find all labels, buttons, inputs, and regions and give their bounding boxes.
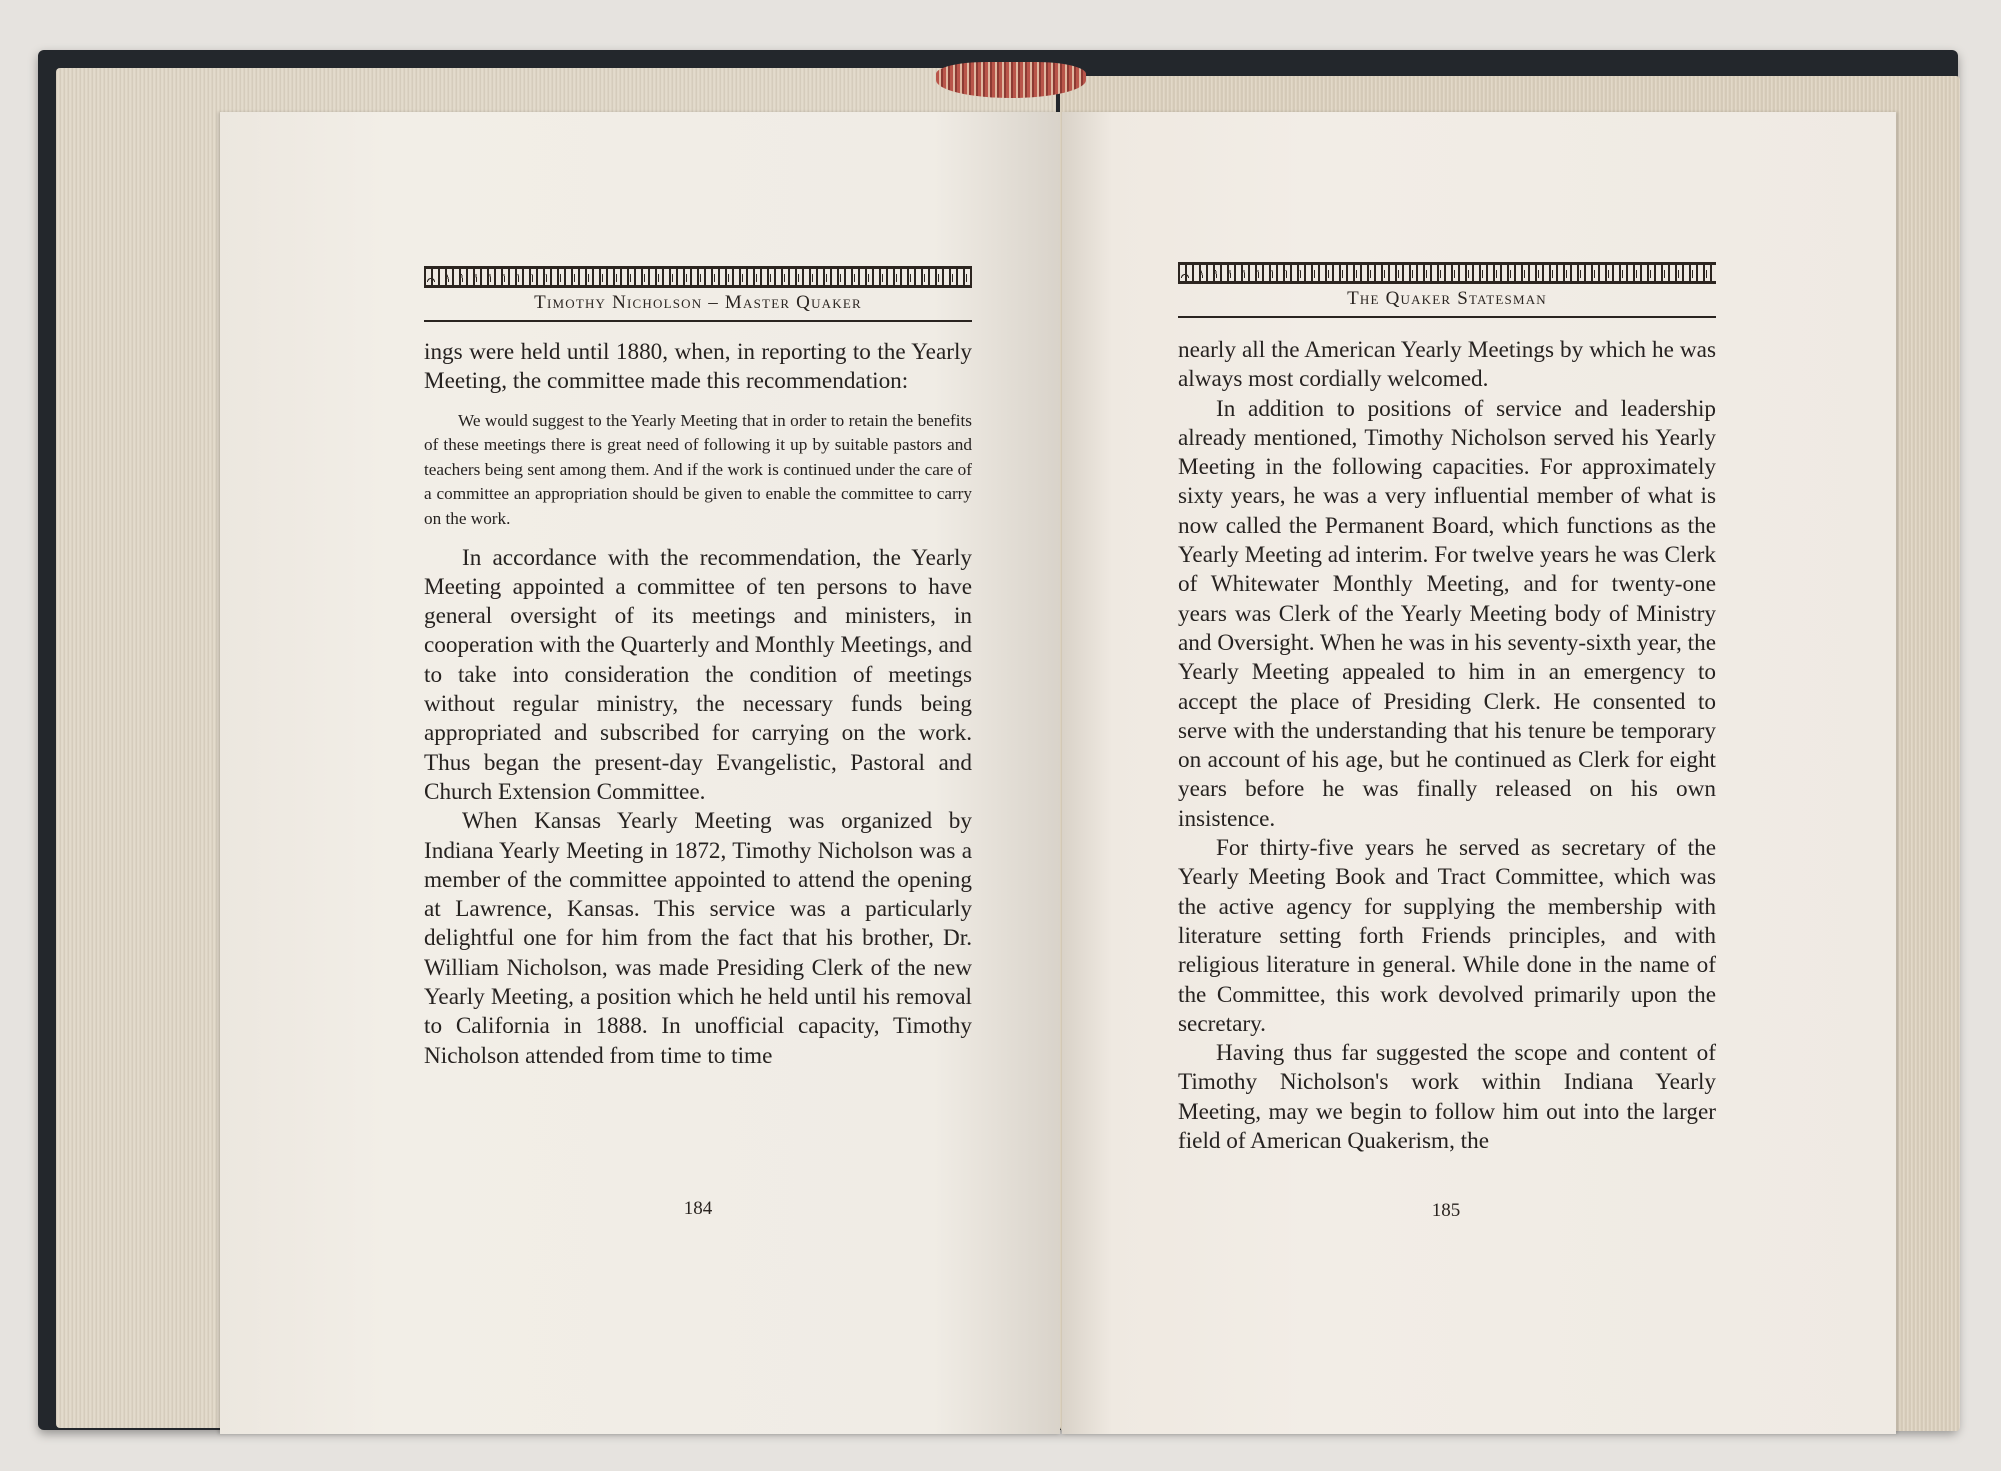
- left-page-header: [424, 266, 972, 320]
- header-rule: [1178, 316, 1716, 318]
- right-page-body: [1178, 336, 1716, 1156]
- headband: [936, 62, 1086, 98]
- left-page-body: [424, 338, 972, 1071]
- left-paragraph-2: When Kansas Yearly Meeting was organized by Indiana Yearly Meeting in 1872, Timothy Nicholson was a member of the committee appointed to attend the opening at Lawrence, Kansas. This service was a particularly delightful one for him from the fact that his brother, Dr. William Nicholson, was made Presiding Clerk of the new Yearly Meeting, a position which he held until his removal to California in 1888. In unofficial capacity, Timothy Nicholson attended from time to time: [424, 808, 972, 1069]
- page-number-right: 185: [1431, 1200, 1461, 1221]
- page-number-left: 184: [683, 1198, 713, 1219]
- header-ornament: [424, 266, 972, 288]
- header-ornament: [1178, 262, 1716, 284]
- left-opening-paragraph: ings were held until 1880, when, in reporting to the Yearly Meeting, the committee made this recommendation:: [424, 339, 972, 395]
- right-opening-paragraph: nearly all the American Yearly Meetings by which he was always most cordially welcomed.: [1178, 337, 1716, 393]
- block-quote: We would suggest to the Yearly Meeting that in order to retain the benefits of these meetings there is great need of following it up by suitable pastors and teachers being sent among them. And if the work is continued under the care of a committee an appropriation should be given to enable the committee to carry on the work.: [424, 410, 972, 528]
- running-head-left: Timothy Nicholson – Master Quaker: [534, 292, 862, 313]
- left-paragraph-1: In accordance with the recommendation, the Yearly Meeting appointed a committee of ten persons to have general oversight of its meetings and ministers, in cooperation with the Quarterly and Monthly Meetings, and to take into consideration the condition of meetings without regular ministry, the necessary funds being appropriated and subscribed for carrying on the work. Thus began the present-day Evangelistic, Pastoral and Church Extension Committee.: [424, 544, 972, 805]
- right-paragraph-1: In addition to positions of service and leadership already mentioned, Timothy Nicholson served his Yearly Meeting in the following capacities. For approximately sixty years, he was a very influential member of what is now called the Permanent Board, which functions as the Yearly Meeting ad interim. For twelve years he was Clerk of Whitewater Monthly Meeting, and for twenty-one years was Clerk of the Yearly Meeting body of Ministry and Oversight. When he was in his seventy-sixth year, the Yearly Meeting appealed to him in an emergency to accept the place of Presiding Clerk. He consented to serve with the understanding that his tenure be temporary on account of his age, but he continued as Clerk for eight years before he was finally released on his own insistence.: [1178, 395, 1716, 832]
- right-paragraph-2: For thirty-five years he served as secretary of the Yearly Meeting Book and Tract Committee, which was the active agency for supplying the membership with literature setting forth Friends principles, and with religious literature in general. While done in the name of the Committee, this work devolved primarily upon the secretary.: [1178, 835, 1716, 1037]
- header-rule: [424, 320, 972, 322]
- right-paragraph-3: Having thus far suggested the scope and content of Timothy Nicholson's work within Indiana Yearly Meeting, may we begin to follow him out into the larger field of American Quakerism, the: [1178, 1040, 1716, 1155]
- running-head-right: The Quaker Statesman: [1347, 288, 1547, 309]
- right-page-header: [1178, 262, 1716, 316]
